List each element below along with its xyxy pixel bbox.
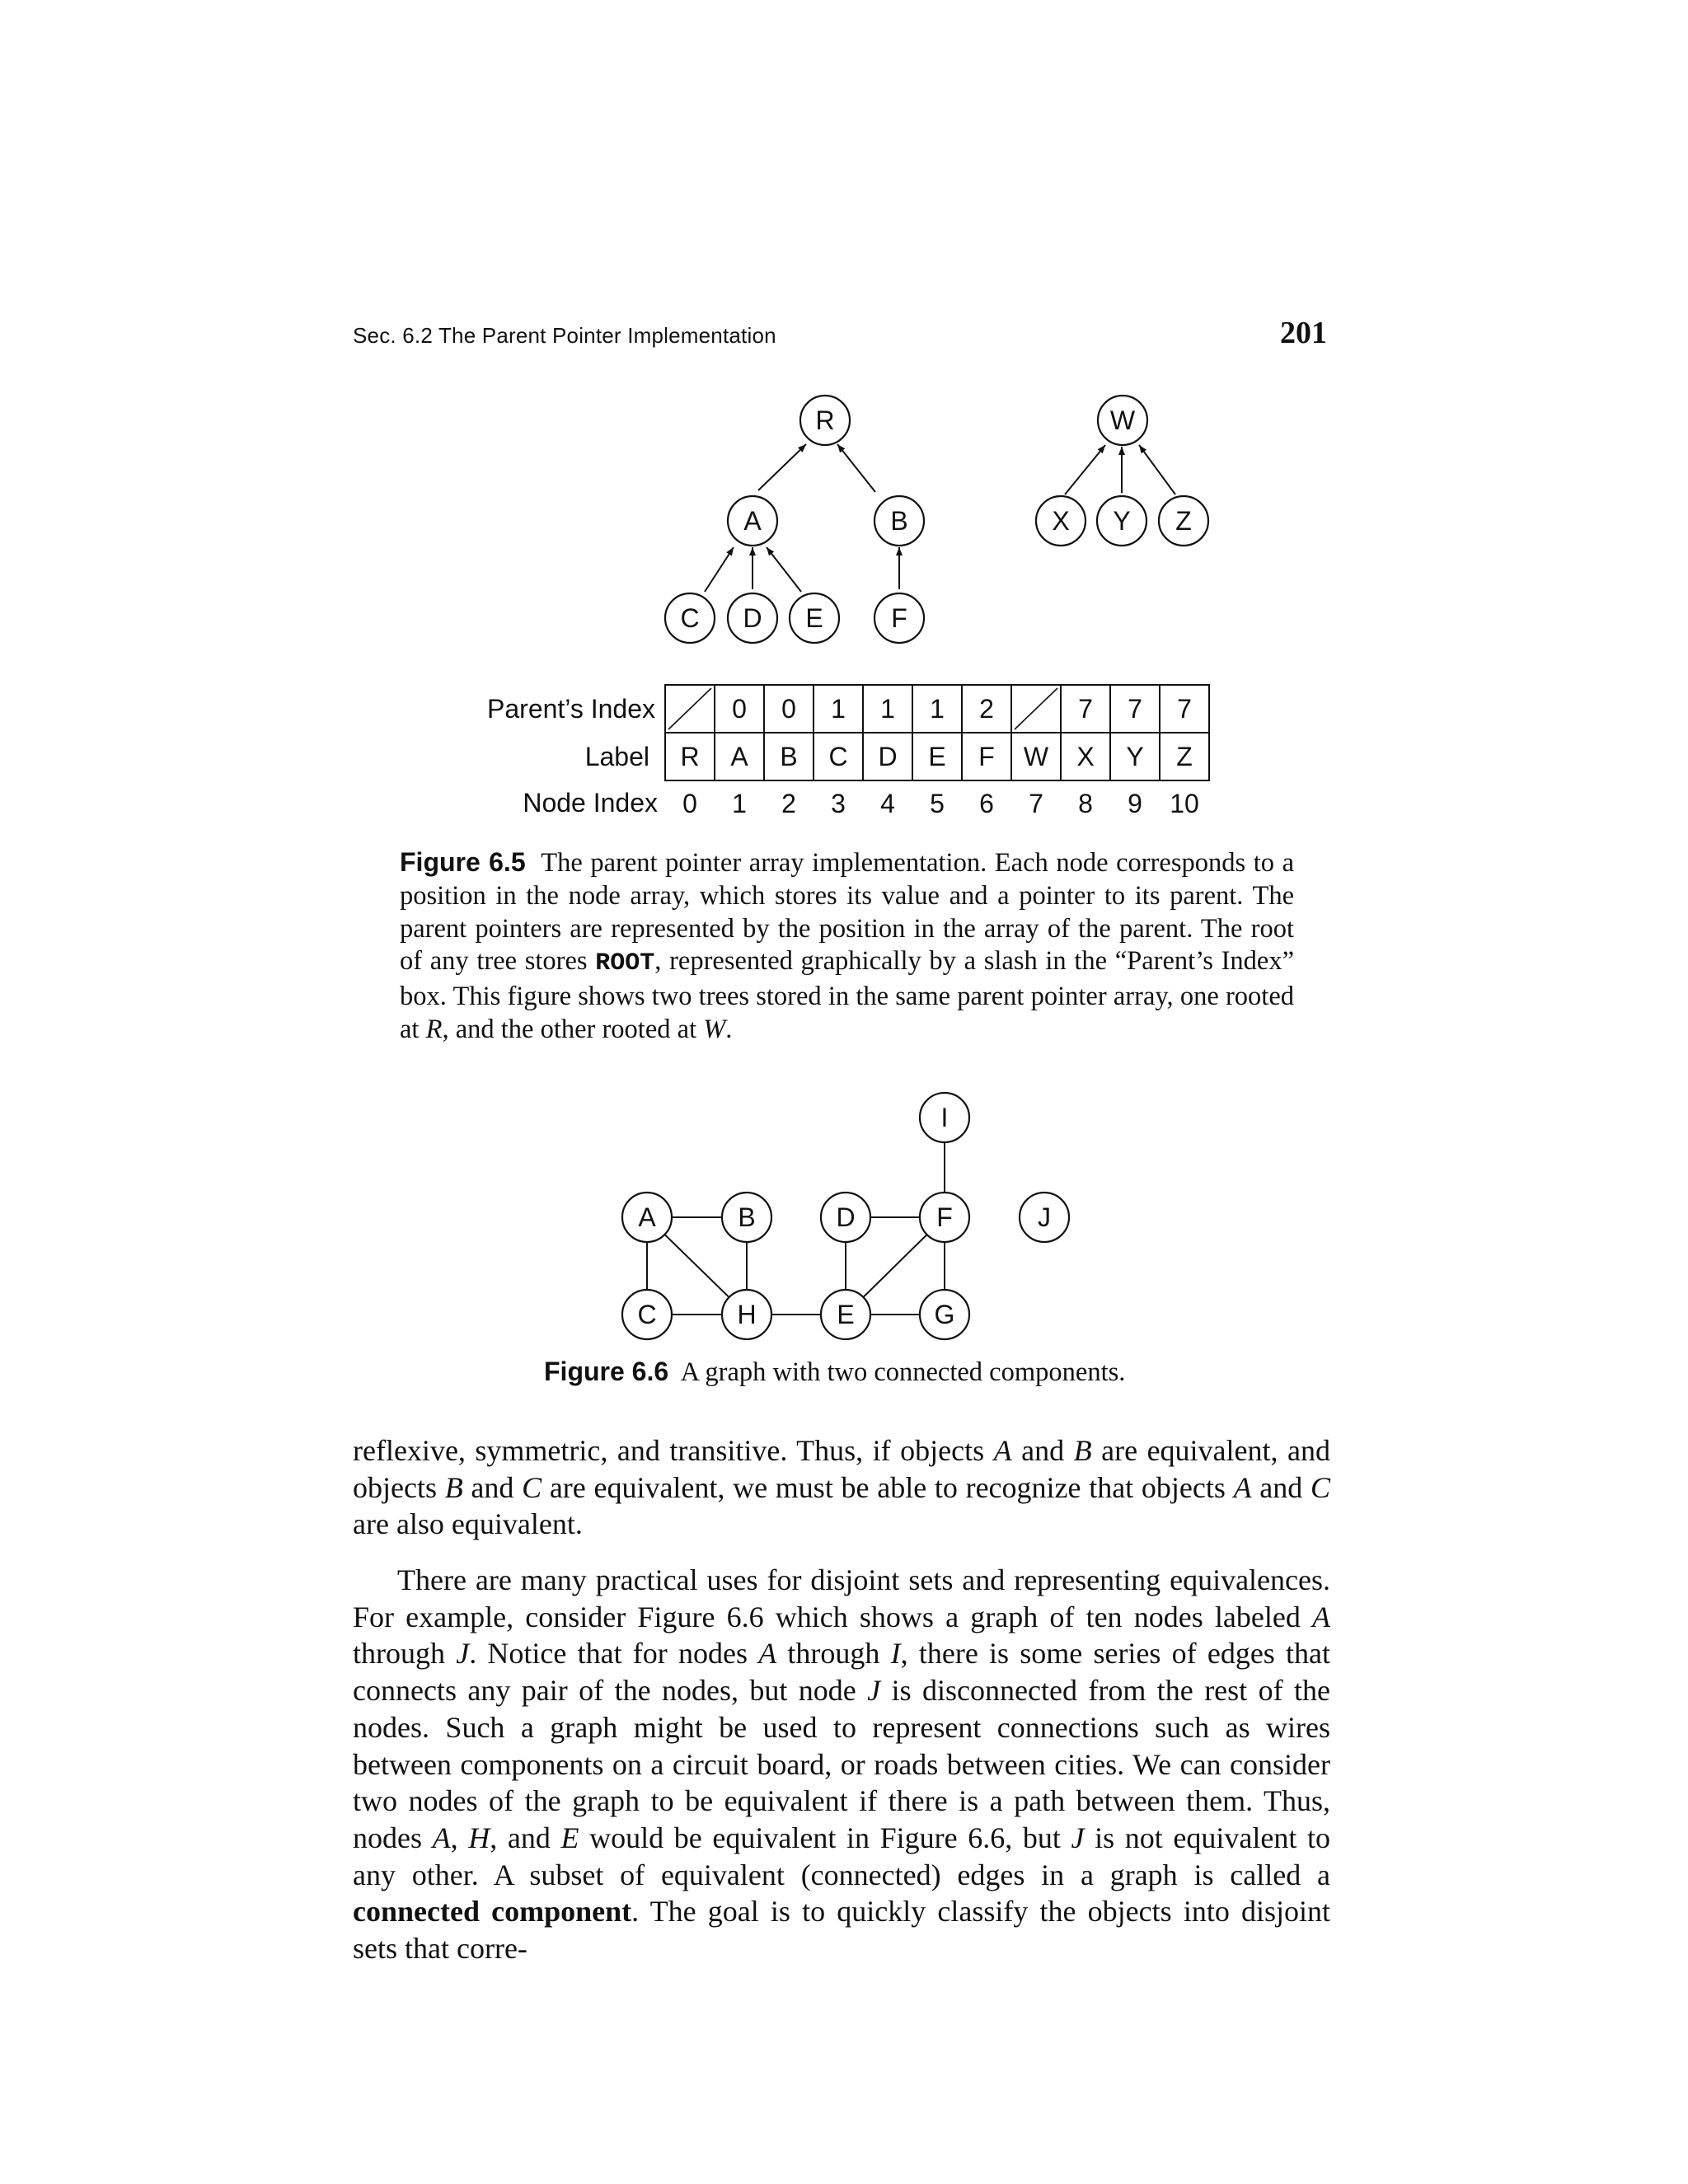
node-index-value: 3 [831,789,846,818]
edge-b-r [837,444,875,492]
label-value: B [780,742,798,771]
root-slash [668,688,711,729]
node-index-value: 4 [880,789,895,818]
graph-label-g: G [934,1300,955,1329]
caption-text: The parent pointer array implementation. Each node corresponds to a position in the node array, which stores its value and a pointer to its parent. The parent pointers are represented by the position in the array of the parent. The root of any tree stores [400,848,1295,977]
tree-label-z: Z [1175,506,1192,536]
label-value: E [928,742,946,771]
figure-label: Figure 6.5 [400,847,526,877]
node-index-value: 5 [930,789,945,818]
graph-label-e: E [837,1300,855,1329]
edge-c-a [705,547,734,592]
graph-label-f: F [936,1202,953,1232]
label-value: D [878,742,898,771]
tree-label-f: F [891,603,907,633]
caption-text: . [725,1014,733,1044]
tree-label-d: D [743,603,762,633]
graph-label-h: H [737,1300,757,1329]
running-head: Sec. 6.2 The Parent Pointer Implementation [353,323,776,348]
parent-index-value: 1 [880,694,895,724]
parent-index-value: 0 [781,694,796,724]
parent-index-value: 7 [1128,694,1142,724]
edge-x-w [1065,445,1105,494]
label-value: X [1076,742,1095,771]
caption-text: A graph with two connected components. [680,1357,1126,1387]
graph-label-d: D [836,1202,856,1232]
parent-index-value: 0 [732,694,747,724]
caption-text: , and the other rooted at [442,1014,704,1044]
figure-6-6 [0,1071,1688,1352]
page-number: 201 [1280,316,1327,350]
node-index-value: 2 [781,789,796,818]
tree-label-e: E [805,603,823,633]
row-label-index: Node Index [523,788,658,818]
node-index-value: 10 [1170,789,1199,818]
row-label-label: Label [584,742,649,771]
parent-index-value: 2 [979,694,994,724]
node-index-value: 7 [1029,789,1043,818]
tree-label-r: R [815,405,835,435]
label-value: F [978,742,995,771]
label-value: A [730,742,748,771]
graph-label-a: A [638,1202,656,1232]
graph-label-c: C [637,1300,657,1329]
tree-label-b: B [890,506,908,536]
figure-6-5 [0,0,1688,841]
edge-z-w [1139,445,1175,494]
graph-label-b: B [738,1202,756,1232]
tree-label-x: X [1052,506,1070,536]
figure-6-5-caption [400,846,1294,1047]
root-slash [1015,688,1057,729]
node-index-value: 6 [979,789,994,818]
label-value: R [680,742,700,771]
node-index-row [682,789,1199,818]
tree-label-w: W [1109,405,1136,435]
parent-index-value: 1 [831,694,846,724]
label-value: W [1023,742,1049,771]
edge-a-r [758,444,806,490]
node-index-value: 1 [732,789,747,818]
tree-label-c: C [680,603,700,633]
parent-index-value: 7 [1177,694,1192,724]
caption-text: , represented graphically by a slash in the “Parent’s Index” box. This figure shows two trees stored in the same parent pointer array, one rooted at [400,946,1294,1044]
graph-edges [647,1118,945,1315]
node-index-value: 8 [1078,789,1093,818]
graph-label-j: J [1038,1202,1051,1232]
label-value: Z [1176,742,1193,771]
root-keyword: ROOT [595,949,655,978]
caption-var-r: R [425,1014,443,1044]
row-label-parent: Parent’s Index [487,694,655,724]
figure-label: Figure 6.6 [544,1357,669,1386]
edge-e-a [767,547,801,592]
tree-label-y: Y [1113,506,1131,536]
caption-var-w: W [703,1014,726,1044]
body-paragraph-1: reflexive, symmetric, and transitive. Thus, if objects A and B are equivalent, and objects B and C are equivalent, we must be able to recognize that objects A and C are also equivalent. [353,1434,1330,1541]
label-value: C [828,742,848,771]
parent-index-value: 1 [930,694,945,724]
figure-6-6-caption [544,1356,1286,1390]
parent-index-value: 7 [1078,694,1093,724]
body-paragraph-2: There are many practical uses for disjoint sets and representing equivalences. For example, consider Figure 6.6 which shows a graph of ten nodes labeled A through J. Notice that for nodes A through I, there is some series of edges that connects any pair of the nodes, but node J is disconnected from the rest of the nodes. Such a graph might be used to represent connections such as wires between components on a circuit board, or roads between cities. We can consider two nodes of the graph to be equivalent if there is a path between them. Thus, nodes A, H, and E would be equivalent in Figure 6.6, but J is not equivalent to any other. A subset of equivalent (connected) edges in a graph is called a connected component. The goal is to quickly classify the objects into disjoint sets that corre- [353,1563,1331,1966]
graph-label-i: I [940,1103,949,1132]
node-index-value: 0 [682,789,697,818]
node-index-value: 9 [1128,789,1142,818]
label-row [680,742,1192,771]
label-value: Y [1126,742,1144,771]
tree-label-a: A [743,506,762,536]
term-connected-component: connected component [353,1895,632,1929]
